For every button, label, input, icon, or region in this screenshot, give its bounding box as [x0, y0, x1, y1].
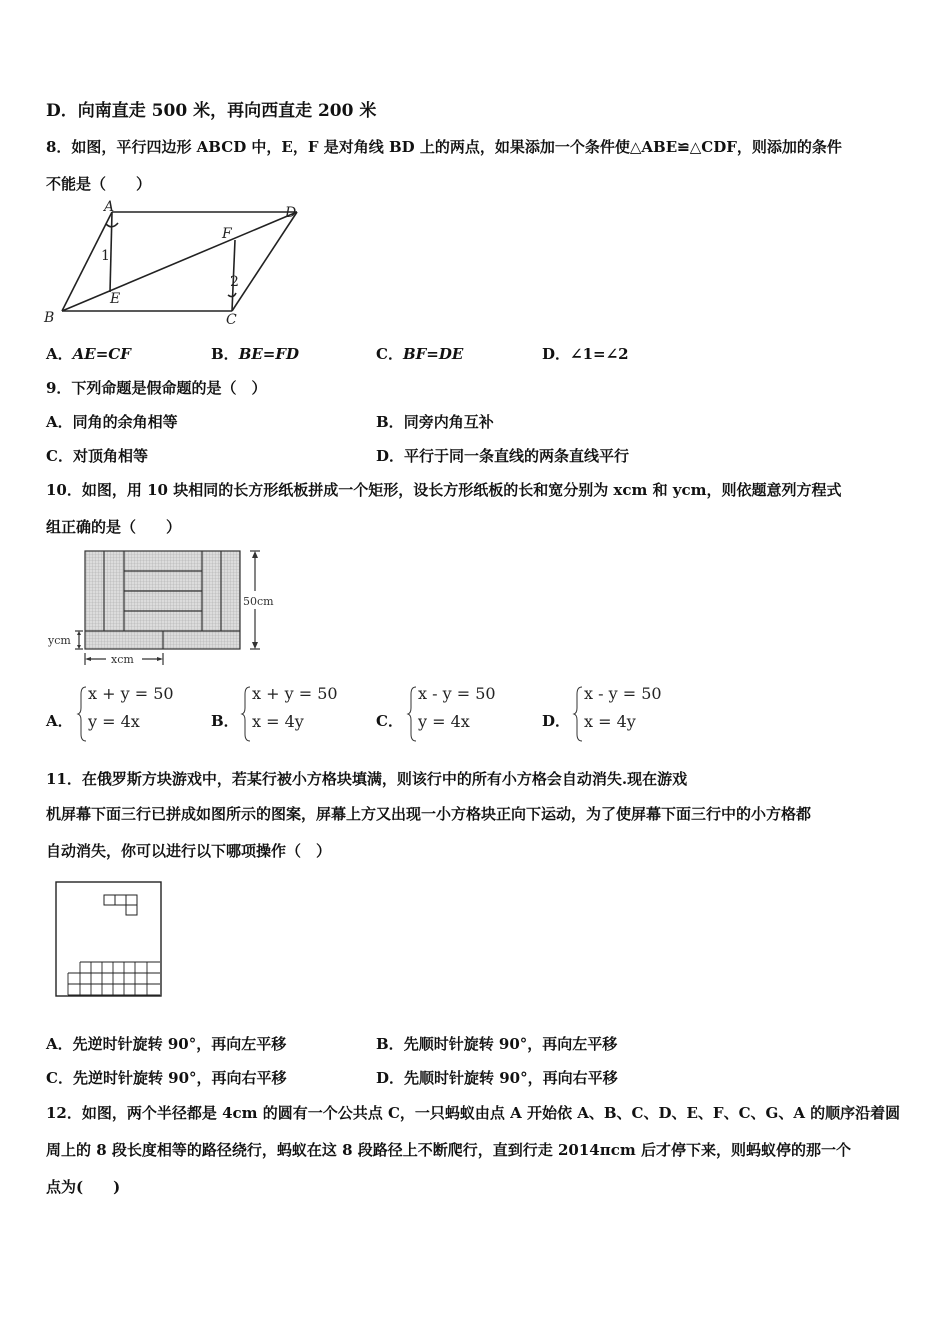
q10-d-eq1: x - y = 50: [584, 684, 662, 703]
q10-option-a-label[interactable]: A．: [46, 712, 73, 730]
q9-option-d[interactable]: D．平行于同一条直线的两条直线平行: [376, 447, 630, 465]
q10-y-label: ycm: [48, 634, 71, 647]
q8-option-a[interactable]: A．AE=CF: [46, 345, 131, 363]
q10-height-label: 50cm: [243, 595, 274, 608]
q11-option-d[interactable]: D．先顺时针旋转 90°，再向右平移: [376, 1069, 618, 1087]
q8-parallelogram-figure: [40, 200, 310, 330]
q10-option-b-label[interactable]: B．: [211, 712, 239, 730]
q11-option-b[interactable]: B．先顺时针旋转 90°，再向左平移: [376, 1035, 618, 1053]
q8-label-f: F: [222, 226, 232, 242]
q10-stem-line1: 10．如图，用 10 块相同的长方形纸板拼成一个矩形，设长方形纸板的长和宽分别为 xcm 和 ycm，则依题意列方程式: [46, 481, 842, 499]
q8-option-d[interactable]: D．∠1=∠2: [542, 345, 629, 363]
q10-a-eq2: y = 4x: [88, 712, 140, 731]
q10-rectangle-figure: [44, 545, 284, 670]
q10-x-label: xcm: [111, 653, 134, 666]
q8-option-c[interactable]: C．BF=DE: [376, 345, 464, 363]
q8-label-2: 2: [230, 274, 239, 290]
q8-label-b: B: [44, 310, 55, 326]
q8-stem-line2: 不能是（ ）: [46, 175, 152, 193]
q10-c-eq2: y = 4x: [418, 712, 470, 731]
q11-option-c[interactable]: C．先逆时针旋转 90°，再向右平移: [46, 1069, 287, 1087]
q11-stem-line1: 11．在俄罗斯方块游戏中，若某行被小方格块填满，则该行中的所有小方格会自动消失.现在游戏: [46, 770, 688, 788]
q10-stem-line2: 组正确的是（ ）: [46, 518, 182, 536]
q8-label-e: E: [110, 291, 121, 307]
q8-option-b[interactable]: B．BE=FD: [211, 345, 300, 363]
q10-d-eq2: x = 4y: [584, 712, 636, 731]
q12-stem-line1: 12．如图，两个半径都是 4cm 的圆有一个公共点 C，一只蚂蚁由点 A 开始依 A、B、C、D、E、F、C、G、A 的顺序沿着圆: [46, 1104, 901, 1122]
q8-label-a: A: [104, 199, 115, 215]
q9-option-a[interactable]: A．同角的余角相等: [46, 413, 178, 431]
q8-label-1: 1: [101, 248, 110, 264]
q8-stem-line1: 8．如图，平行四边形 ABCD 中，E，F 是对角线 BD 上的两点，如果添加一个条件使△ABE≌△CDF，则添加的条件: [46, 138, 842, 156]
q11-option-a[interactable]: A．先逆时针旋转 90°，再向左平移: [46, 1035, 287, 1053]
q11-stem-line3: 自动消失，你可以进行以下哪项操作（ ）: [46, 842, 332, 860]
q8-label-d: D: [285, 205, 297, 221]
q10-a-eq1: x + y = 50: [88, 684, 174, 703]
q10-b-eq1: x + y = 50: [252, 684, 338, 703]
q7-option-d: D．向南直走 500 米，再向西直走 200 米: [46, 101, 377, 121]
q11-tetris-figure: [55, 881, 163, 999]
q10-option-d-label[interactable]: D．: [542, 712, 571, 730]
q9-option-c[interactable]: C．对顶角相等: [46, 447, 148, 465]
q10-option-c-label[interactable]: C．: [376, 712, 403, 730]
q10-c-eq1: x - y = 50: [418, 684, 496, 703]
q12-stem-line3: 点为( ): [46, 1178, 121, 1196]
q9-stem: 9．下列命题是假命题的是（ ）: [46, 379, 267, 397]
q11-stem-line2: 机屏幕下面三行已拼成如图所示的图案，屏幕上方又出现一小方格块正向下运动，为了使屏幕下面三行中的小方格都: [46, 805, 812, 823]
q10-b-eq2: x = 4y: [252, 712, 304, 731]
q8-label-c: C: [226, 312, 237, 328]
q9-option-b[interactable]: B．同旁内角互补: [376, 413, 494, 431]
q12-stem-line2: 周上的 8 段长度相等的路径绕行，蚂蚁在这 8 段路径上不断爬行，直到行走 2014πcm 后才停下来，则蚂蚁停的那一个: [46, 1141, 851, 1159]
